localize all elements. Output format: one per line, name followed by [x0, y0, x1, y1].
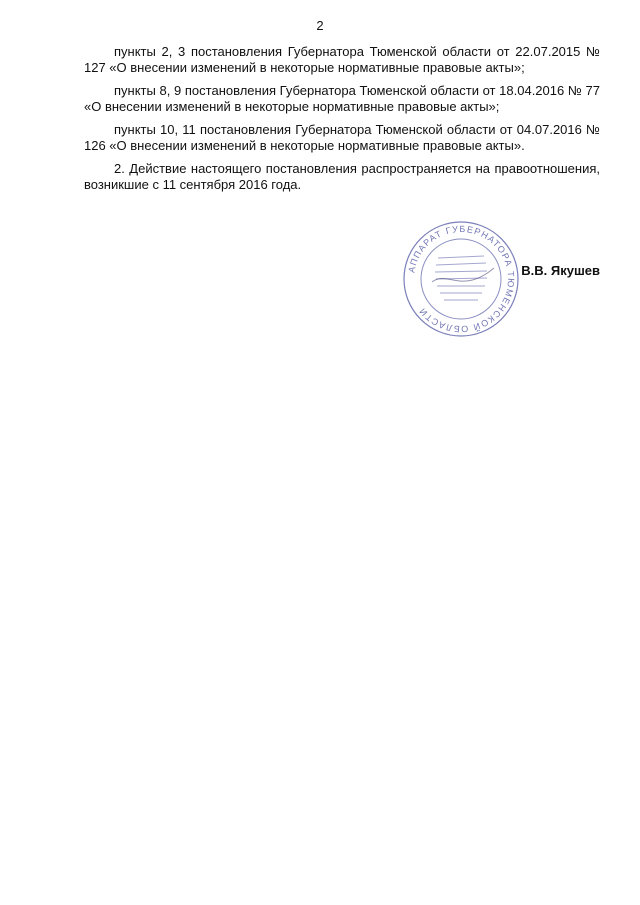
paragraph-3: пункты 10, 11 постановления Губернатора Тюменской области от 04.07.2016 № 126 «О внесении изменений в некоторые нормативные правовые акты».: [84, 122, 600, 153]
stamp-ring-text: АППАРАТ ГУБЕРНАТОРА ТЮМЕНСКОЙ ОБЛАСТИ: [406, 223, 517, 335]
document-body: [84, 44, 600, 200]
signatory-name: В.В. Якушев: [521, 263, 600, 278]
paragraph-2: пункты 8, 9 постановления Губернатора Тюменской области от 18.04.2016 № 77 «О внесении изменений в некоторые нормативные правовые акты»;: [84, 83, 600, 114]
svg-text:АППАРАТ ГУБЕРНАТОРА ТЮМЕНСКОЙ: [406, 224, 516, 334]
paragraph-1: пункты 2, 3 постановления Губернатора Тюменской области от 22.07.2015 № 127 «О внесении изменений в некоторые нормативные правовые акты»;: [84, 44, 600, 75]
paragraph-4: 2. Действие настоящего постановления распространяется на правоотношения, возникшие с 11 сентября 2016 года.: [84, 161, 600, 192]
stamp-seal-graphic: [402, 220, 520, 338]
official-stamp-seal: [402, 220, 520, 338]
signature-stroke-icon: [432, 268, 494, 282]
page-number: 2: [316, 18, 324, 33]
